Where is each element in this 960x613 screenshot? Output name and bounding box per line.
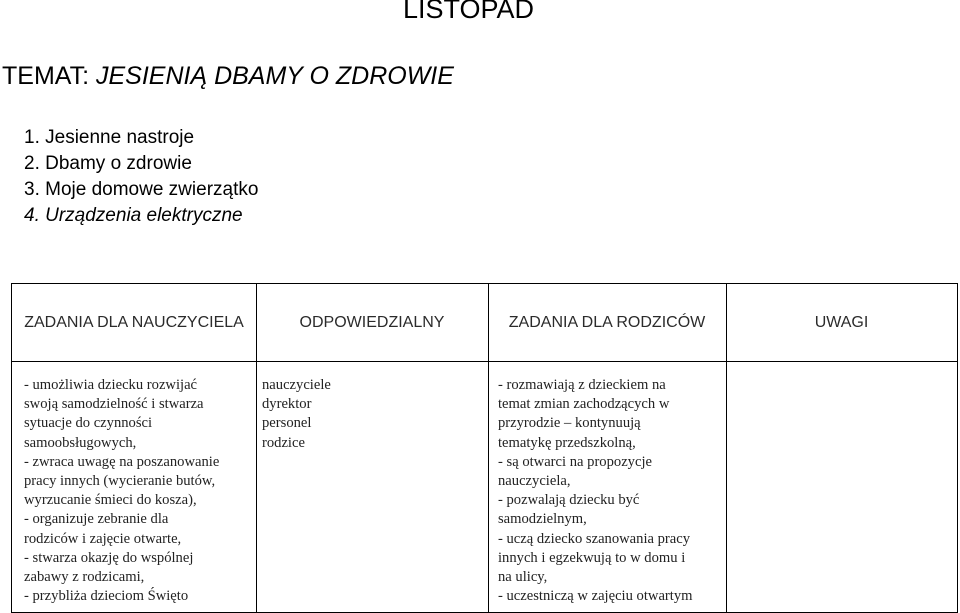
text-line: personel [262,415,312,432]
subtopic-list [24,125,258,229]
task-table [11,283,958,613]
text-line: pracy innych (wycieranie butów, [24,473,216,490]
text-line: zabawy z rodzicami, [24,569,145,586]
text-line: - rozmawiają z dzieckiem na [498,377,666,393]
text-line: innych i egzekwują to w domu i [498,549,686,566]
text-line: samoobsługowych, [24,434,137,451]
text-line: - pozwalają dziecku być [498,492,640,509]
text-line: - są otwarci na propozycje [498,453,652,470]
text-line: rodziców i zajęcie otwarte, [24,530,182,547]
topic-heading [2,62,454,91]
text-line: na ulicy, [498,569,548,586]
subtopic-item: 3. Moje domowe zwierzątko [24,179,259,200]
text-line: rodzice [262,434,305,451]
subtopic-item: 2. Dbamy o zdrowie [24,153,192,174]
header-parent-tasks: ZADANIA DLA RODZICÓW [508,314,706,331]
topic-title: JESIENIĄ DBAMY O ZDROWIE [95,62,454,90]
text-line: wyrzucanie śmieci do kosza), [24,492,197,509]
month-heading: LISTOPAD [403,0,535,24]
subtopic-item: 1. Jesienne nastroje [24,127,195,148]
responsible-cell [262,376,331,453]
topic-prefix: TEMAT: [2,62,96,90]
text-line: temat zmian zachodzących w [498,396,670,413]
text-line: - umożliwia dziecku rozwijać [24,377,198,393]
header-notes: UWAGI [814,314,869,331]
text-line: nauczyciela, [498,473,571,490]
subtopic-item: 4. Urządzenia elektryczne [24,205,243,226]
text-line: - uczestniczą w zajęciu otwartym [498,588,693,605]
text-line: sytuacje do czynności [24,415,153,432]
text-line: swoją samodzielność i stwarza [24,396,204,413]
header-divider [12,361,957,362]
text-line: - zwraca uwagę na poszanowanie [24,453,220,470]
header-responsible: ODPOWIEDZIALNY [299,314,445,331]
text-line: tematykę przedszkolną, [498,434,636,451]
header-teacher-tasks: ZADANIA DLA NAUCZYCIELA [24,314,244,331]
text-line: - uczą dziecko szanowania pracy [498,530,691,547]
text-line: - przybliża dzieciom Święto [24,588,189,605]
teacher-tasks-cell [24,376,219,606]
parent-tasks-cell [498,376,693,606]
text-line: dyrektor [262,396,312,413]
text-line: - organizuje zebranie dla [24,511,169,528]
text-line: przyrodzie – kontynuują [498,415,641,432]
text-line: nauczyciele [262,377,331,393]
text-line: - stwarza okazję do wspólnej [24,549,194,566]
text-line: samodzielnym, [498,511,587,528]
